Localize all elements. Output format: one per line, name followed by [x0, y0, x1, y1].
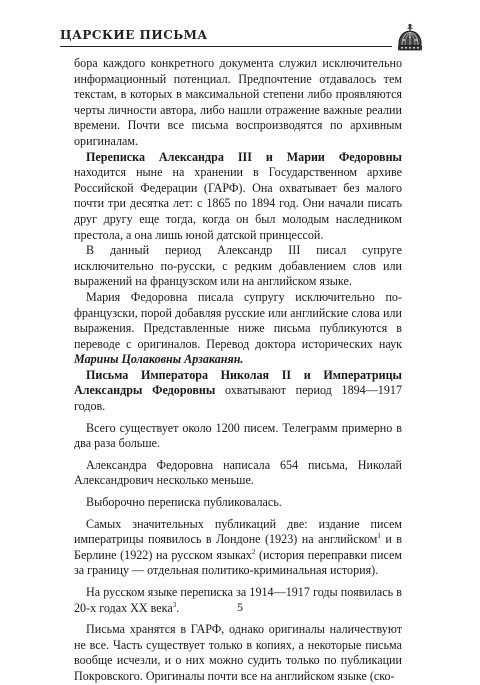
paragraph: [74, 495, 402, 511]
footnote-ref: 2: [251, 547, 256, 556]
paragraph-text: бора каждого конкретного документа служил исключительно информационный потенциал. Предпочтение отдавалось тем текстам, в которых в максимальной степени либо проявляются черты личности автора, либо нашли отражение важные реалии времени. Почти все письма воспроизводятся по архивным оригиналам.: [74, 56, 402, 148]
paragraph: [74, 458, 402, 489]
paragraph-text: находится ныне на хранении в Государственном архиве Российской Федерации (ГАРФ). Она охватывает без малого почти три десятка лет: с 1865 по 1894 год. Они начали писать друг другу еще тогда, когда он был молодым наследником престола, а она лишь юной датской принцессой.: [74, 165, 402, 242]
paragraph-text: Всего существует около 1200 писем. Телеграмм примерно в два раза больше.: [74, 420, 402, 451]
crown-icon: [394, 22, 426, 54]
paragraph: [74, 290, 402, 368]
paragraph-text: Мария Федоровна писала супругу исключительно по-французски, порой добавляя русские или английские слова или выражения. Представленные ниже письма публикуются в переводе с оригиналов. Перевод доктора исторических наук: [74, 289, 402, 351]
paragraph: [74, 622, 402, 684]
footnote-ref: 1: [377, 532, 381, 541]
paragraph-text: Марины Цолаковны Арзаканян.: [74, 352, 244, 367]
paragraph: [74, 243, 402, 290]
paragraph: [74, 517, 402, 579]
paragraph-text: охватывают период 1894—1917 годов.: [74, 383, 402, 414]
paragraph-text: Самых значительных публикаций две: издание писем императрицы появилось в Лондоне (1923) на английском: [74, 516, 402, 547]
paragraph: [74, 368, 402, 415]
header-rule: [60, 46, 392, 47]
page-number: 5: [237, 600, 243, 614]
paragraph-text: .: [176, 600, 180, 615]
paragraph-text: Письма хранятся в ГАРФ, однако оригиналы наличествуют не все. Часть существует только в копиях, а некоторые письма вообще исчезли, и о них можно судить только по публикации Покровского. Оригиналы почти все на английском языке (ско-: [74, 622, 402, 683]
paragraph-text: Письма Императора Николая II и Императрицы Александры Федоровны: [74, 367, 402, 398]
paragraph-text: и в Берлине (1922) на русском языках: [74, 532, 402, 562]
paragraph-text: Переписка Александра III и Марии Федоровны: [86, 149, 402, 164]
body-text: [74, 56, 402, 685]
paragraph: [74, 56, 402, 150]
paragraph-text: На русском языке переписка за 1914—1917 годы появилась в 20-х годах XX века: [74, 585, 402, 615]
footnote-ref: 3: [172, 600, 177, 609]
paragraph-text: Выборочно переписка публиковалась.: [86, 495, 282, 510]
running-header: [60, 22, 425, 56]
paragraph-text: (история переправки писем за границу — отдельная политико-криминальная история).: [74, 547, 402, 578]
paragraph-text: Александра Федоровна написала 654 письма, Николай Александрович несколько меньше.: [74, 457, 402, 488]
running-header-title: ЦАРСКИЕ ПИСЬМА: [60, 28, 208, 42]
paragraph: [74, 150, 402, 244]
paragraph: [74, 421, 402, 452]
paragraph-text: В данный период Александр III писал супруге исключительно по-русски, с редким добавлением слов или выражений на французском или на английском языке.: [74, 243, 402, 289]
